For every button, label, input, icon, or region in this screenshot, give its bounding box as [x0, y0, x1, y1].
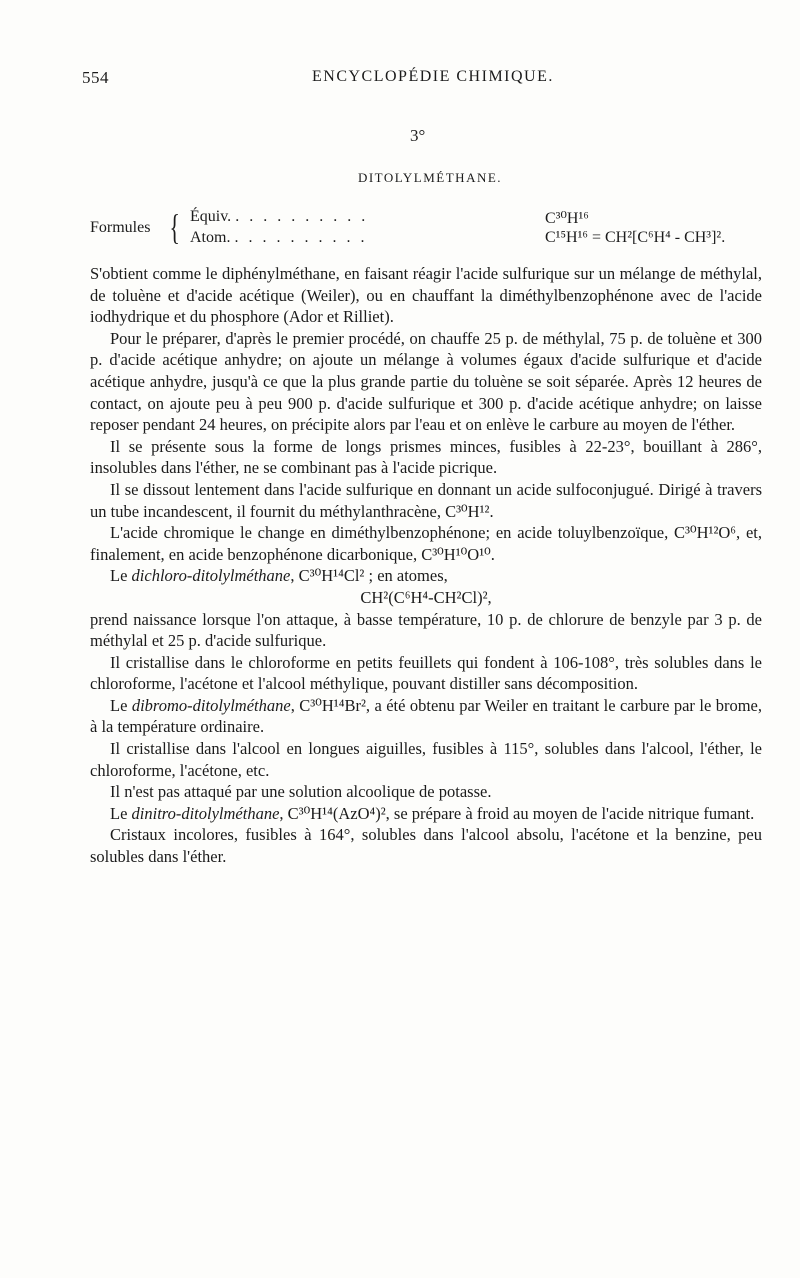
section-number: 3°	[410, 126, 426, 145]
section-title: DITOLYLMÉTHANE.	[357, 170, 503, 185]
paragraph-dichloro-continuation: prend naissance lorsque l'on attaque, à basse température, 10 p. de chlorure de benzyle par 3 p. de méthylal et 25 p. d'acide sulfurique.	[90, 609, 762, 651]
paragraph-preparation: Pour le préparer, d'après le premier procédé, on chauffe 25 p. de méthylal, 75 p. de toluène et 300 p. d'acide acétique anhydre; on ajoute un mélange à volumes égaux d'acide sulfurique et d'acide acétique anhydre, jusqu'à ce que la plus grande partie du toluène se soit séparée. Après 12 heures de contact, on ajoute peu à peu 900 p. d'acide sulfurique et 300 p. d'acide acétique anhydre; on laisse reposer pendant 24 heures, on précipite alors par l'eau et on enlève le carbure au moyen de l'éther.	[90, 328, 762, 435]
dichloro-formula: , C³⁰H¹⁴Cl² ; en atomes,	[290, 566, 448, 586]
formula-equiv-row	[190, 208, 589, 227]
paragraph-dichloro	[90, 565, 762, 587]
dinitro-rest: , C³⁰H¹⁴(AzO⁴)², se prépare à froid au moyen de l'acide nitrique fumant.	[279, 803, 755, 823]
leader-dots: . . . . . . . . . .	[235, 208, 369, 225]
leader-dots: . . . . . . . . . .	[234, 229, 368, 246]
formulas-label: Formules	[90, 219, 151, 236]
paragraph-chromic: L'acide chromique le change en diméthylbenzophénone; en acide toluylbenzoïque, C³⁰H¹²O⁶, et, finalement, en acide benzophénone dicarbonique, C³⁰H¹⁰O¹⁰.	[90, 523, 762, 564]
paragraph-dibromo	[90, 695, 762, 738]
paragraph-properties: Il se présente sous la forme de longs prismes minces, fusibles à 22-23°, bouillant à 286°, insolubles dans l'éther, ne se combinant pas à l'acide picrique.	[90, 436, 762, 478]
equiv-label: Équiv.	[190, 208, 232, 225]
paragraph-intro: S'obtient comme le diphénylméthane, en faisant réagir l'acide sulfurique sur un mélange de méthylal, de toluène et d'acide acétique (Weiler), ou en chauffant la diméthylbenzophénone avec de l'acide iodhydrique et du phosphore (Ador et Rilliet).	[90, 264, 762, 327]
dibromo-name: dibromo-ditolylméthane	[131, 695, 291, 715]
dibromo-prefix: Le	[110, 695, 132, 715]
dinitro-name: dinitro-ditolylméthane	[131, 803, 280, 823]
body-text	[90, 263, 762, 868]
dichloro-prefix: Le	[110, 566, 132, 586]
brace-icon: {	[169, 207, 180, 247]
page-number: 554	[82, 68, 109, 87]
dichloro-atom-formula: CH²(C⁶H⁴-CH²Cl)²,	[360, 587, 492, 607]
equiv-formula: C³⁰H¹⁶	[545, 210, 589, 227]
page-header	[82, 68, 722, 92]
paragraph-dinitro-crystals: Cristaux incolores, fusibles à 164°, solubles dans l'alcool absolu, l'acétone et la benzine, peu solubles dans l'éther.	[90, 825, 762, 867]
atom-formula: C¹⁵H¹⁶ = CH²[C⁶H⁴ - CH³]².	[545, 229, 726, 246]
formula-atom-row	[190, 229, 726, 247]
paragraph-dibromo-crystallize: Il cristallise dans l'alcool en longues aiguilles, fusibles à 115°, solubles dans l'alcool, l'éther, le chloroforme, l'acétone, etc.	[90, 739, 762, 780]
paragraph-sulfuric: Il se dissout lentement dans l'acide sulfurique en donnant un acide sulfoconjugué. Dirigé à travers un tube incandescent, il fournit du méthylanthracène, C³⁰H¹².	[90, 479, 762, 521]
dichloro-name: dichloro-ditolylméthane	[131, 566, 291, 586]
running-title: ENCYCLOPÉDIE CHIMIQUE.	[312, 68, 554, 85]
paragraph-dibromo-potash: Il n'est pas attaqué par une solution alcoolique de potasse.	[110, 782, 492, 802]
dibromo-rest: , C³⁰H¹⁴Br², a été obtenu par Weiler en traitant le carbure par le brome, à la température ordinaire.	[90, 695, 762, 737]
paragraph-dinitro	[90, 803, 762, 825]
paragraph-dichloro-crystallize: Il cristallise dans le chloroforme en petits feuillets qui fondent à 106-108°, très solubles dans le chloroforme, l'acétone et l'alcool méthylique, pouvant distiller sans décomposition.	[90, 652, 762, 694]
atom-label: Atom.	[190, 229, 231, 246]
formulas-block	[90, 205, 730, 255]
dinitro-prefix: Le	[110, 803, 132, 823]
